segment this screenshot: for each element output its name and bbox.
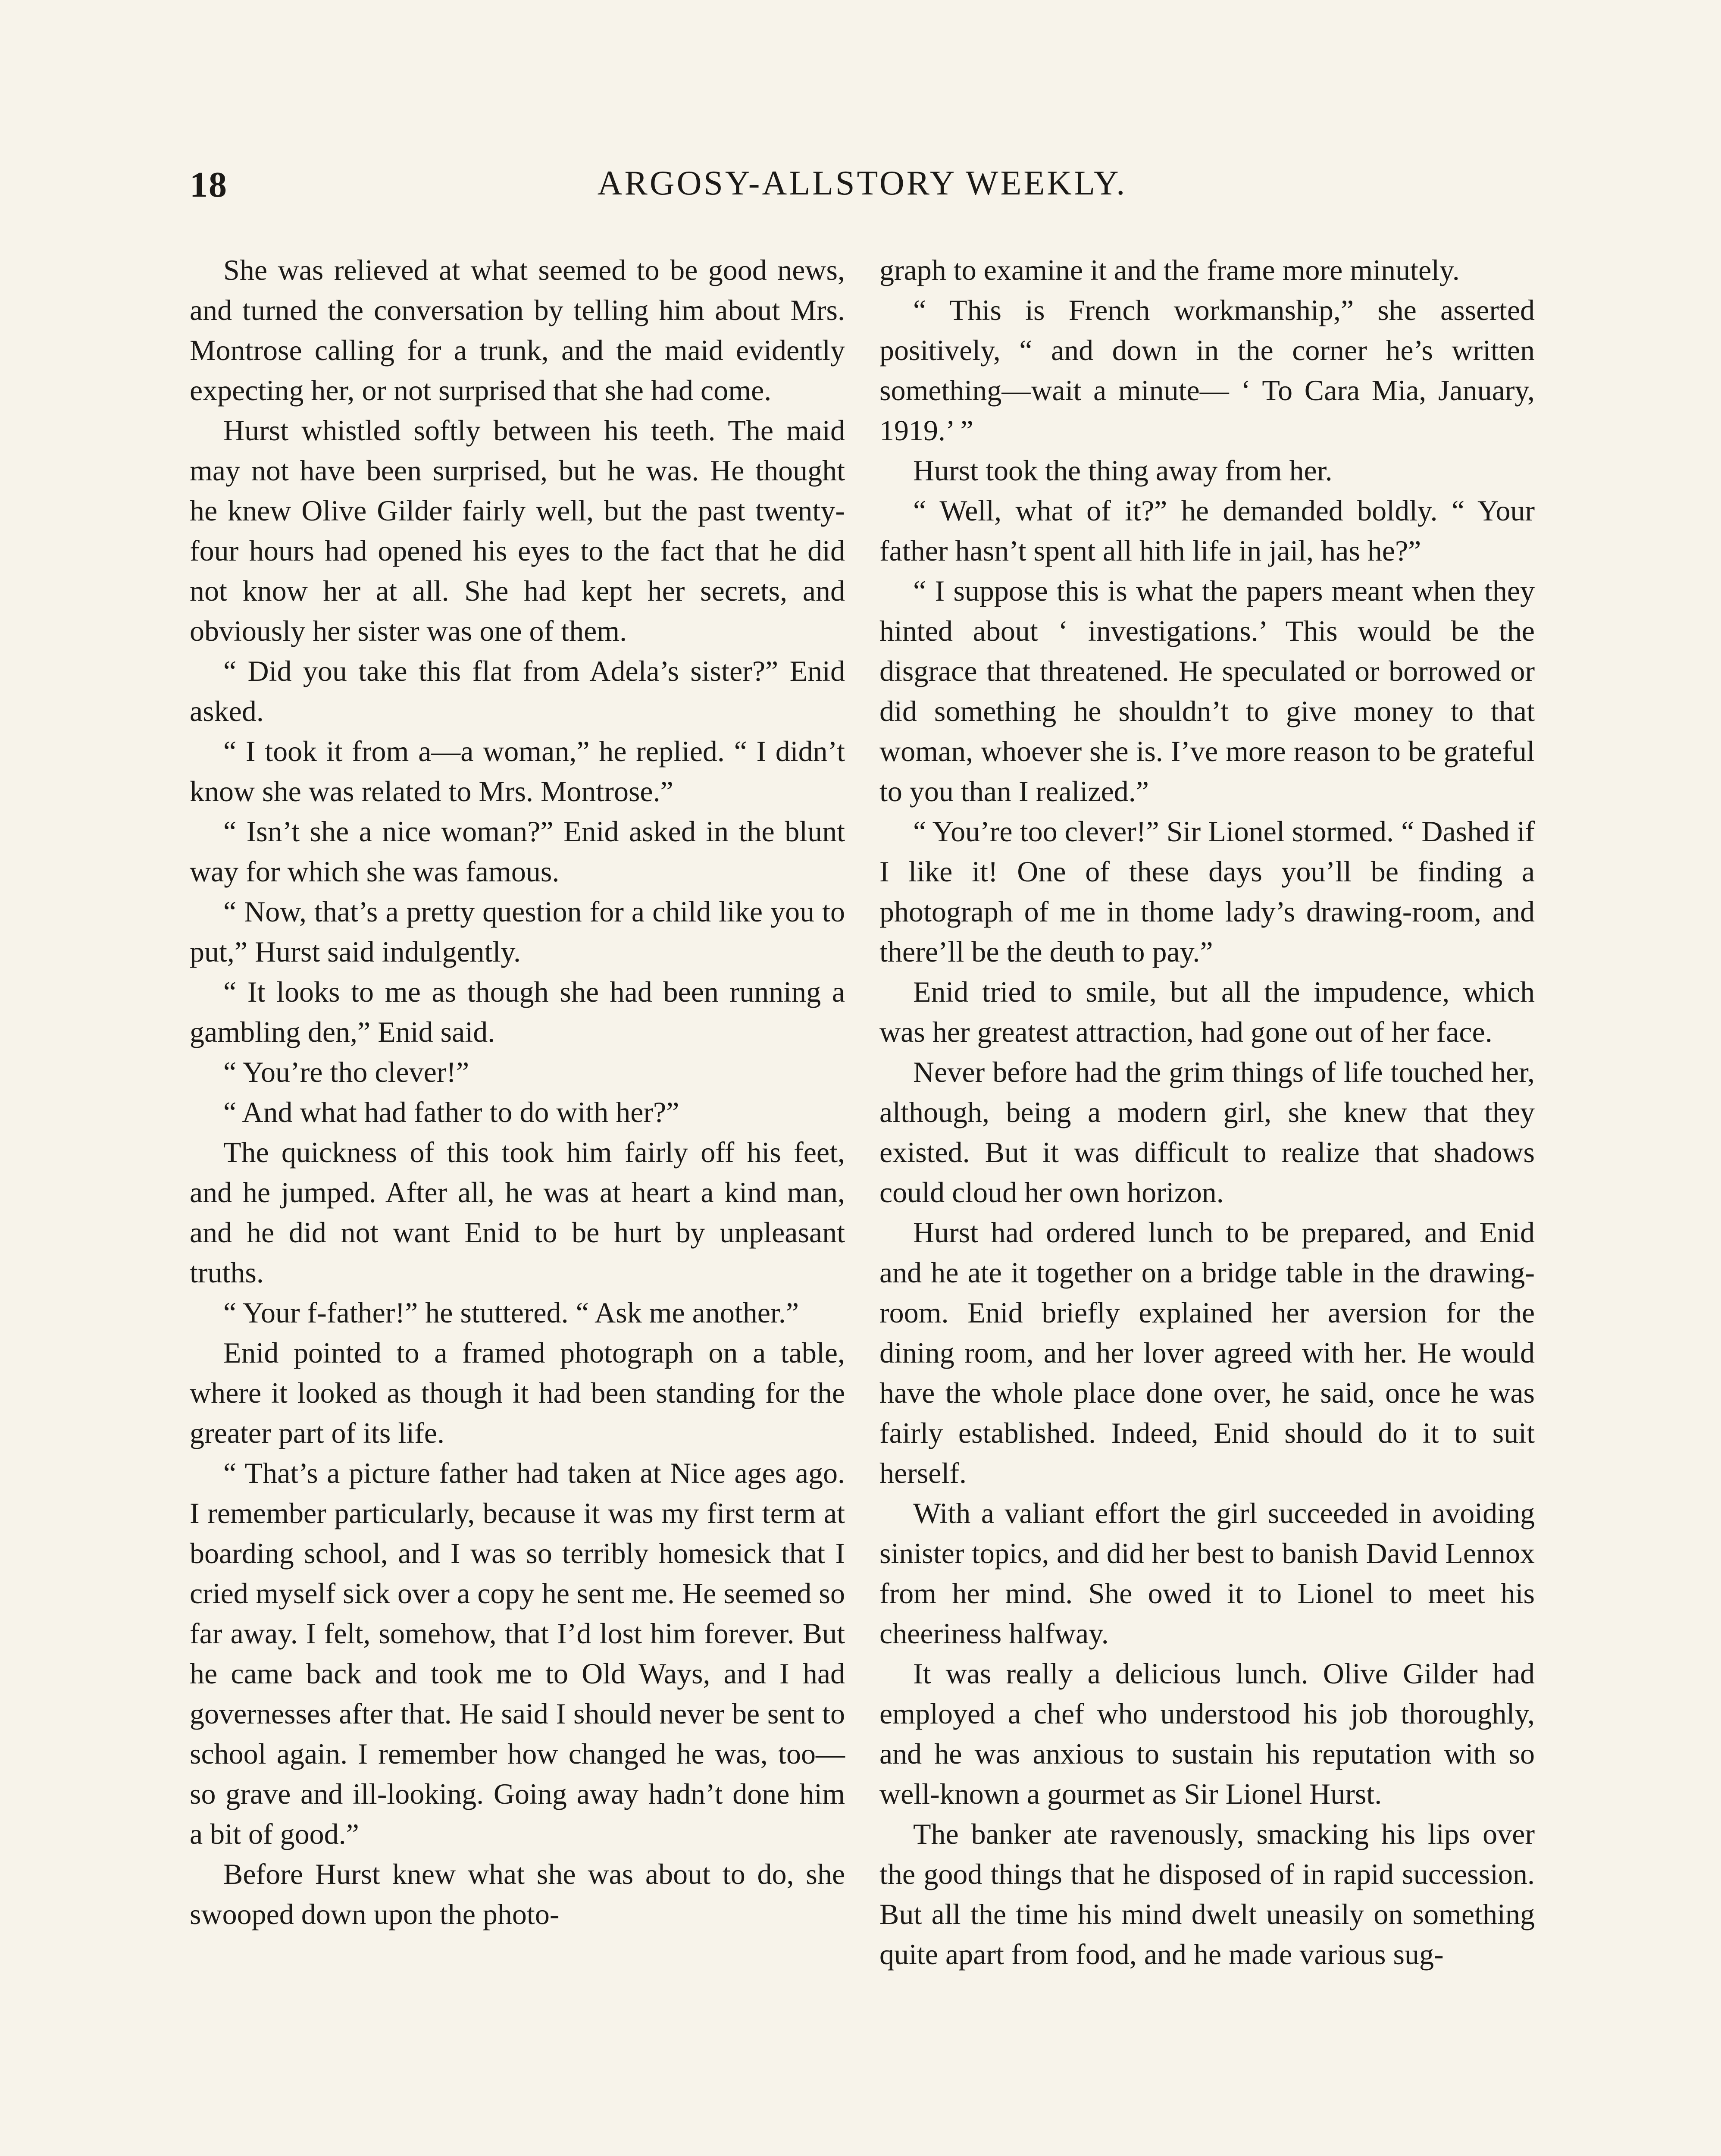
- paragraph: Enid pointed to a framed photograph on a table, where it looked as though it had been standing for the greater part of its life.: [190, 1336, 845, 1449]
- paragraph: “ You’re tho clever!”: [223, 1056, 469, 1088]
- paragraph: Never before had the grim things of life touched her, although, being a modern girl, she knew that they existed. But it was difficult to realize that shadows could cloud her own horizon.: [879, 1056, 1535, 1209]
- paragraph: “ You’re too clever!” Sir Lionel stormed. “ Dashed if I like it! One of these days you’ll be finding a photograph of me in thome lady’s drawing-room, and there’ll be the deuth to pay.”: [879, 815, 1535, 968]
- paragraph: “ Well, what of it?” he demanded boldly. “ Your father hasn’t spent all hith life in jail, has he?”: [879, 494, 1535, 567]
- running-title: ARGOSY-ALLSTORY WEEKLY.: [597, 164, 1127, 202]
- paragraph: The banker ate ravenously, smacking his lips over the good things that he disposed of in rapid succession. But all the time his mind dwelt uneasily on something quite apart from food, and he made various sug-: [879, 1818, 1535, 1971]
- paragraph: “ Now, that’s a pretty question for a child like you to put,” Hurst said indulgently.: [190, 895, 845, 968]
- paragraph: The quickness of this took him fairly off his feet, and he jumped. After all, he was at heart a kind man, and he did not want Enid to be hurt by unpleasant truths.: [190, 1136, 845, 1289]
- page-header: [190, 164, 1535, 229]
- paragraph: Hurst took the thing away from her.: [913, 454, 1333, 487]
- right-column: [879, 250, 1535, 1974]
- paragraph: “ It looks to me as though she had been running a gambling den,” Enid said.: [190, 975, 845, 1048]
- paragraph: She was relieved at what seemed to be good news, and turned the conversation by telling him about Mrs. Montrose calling for a trunk, and the maid evidently expecting her, or not surprised that she had come.: [190, 254, 845, 407]
- paragraph: Enid tried to smile, but all the impudence, which was her greatest attraction, had gone out of her face.: [879, 975, 1535, 1048]
- paragraph: With a valiant effort the girl succeeded in avoiding sinister topics, and did her best to banish David Lennox from her mind. She owed it to Lionel to meet his cheeriness halfway.: [879, 1497, 1535, 1650]
- paragraph-continuation: graph to examine it and the frame more minutely.: [879, 254, 1460, 286]
- paragraph: “ This is French workmanship,” she asserted positively, “ and down in the corner he’s written something—wait a minute— ‘ To Cara Mia, January, 1919.’ ”: [879, 294, 1535, 447]
- paragraph: “ And what had father to do with her?”: [223, 1096, 679, 1128]
- paragraph: “ That’s a picture father had taken at Nice ages ago. I remember particularly, because it was my first term at boarding school, and I was so terribly homesick that I cried myself sick over a copy he sent me. He seemed so far away. I felt, somehow, that I’d lost him forever. But he came back and took me to Old Ways, and I had governesses after that. He said I should never be sent to school again. I remember how changed he was, too—so grave and ill-looking. Going away hadn’t done him a bit of good.”: [190, 1457, 845, 1850]
- paragraph: “ I took it from a—a woman,” he replied. “ I didn’t know she was related to Mrs. Montrose.”: [190, 735, 845, 808]
- paragraph: “ I suppose this is what the papers meant when they hinted about ‘ investigations.’ This would be the disgrace that threatened. He speculated or borrowed or did something he shouldn’t to give money to that woman, whoever she is. I’ve more reason to be grateful to you than I realized.”: [879, 574, 1535, 808]
- paragraph: “ Isn’t she a nice woman?” Enid asked in the blunt way for which she was famous.: [190, 815, 845, 888]
- paragraph: “ Your f-father!” he stuttered. “ Ask me another.”: [223, 1296, 799, 1329]
- paragraph: It was really a delicious lunch. Olive Gilder had employed a chef who understood his job thoroughly, and he was anxious to sustain his reputation with so well-known a gourmet as Sir Lionel Hurst.: [879, 1657, 1535, 1810]
- paragraph: Hurst had ordered lunch to be prepared, and Enid and he ate it together on a bridge table in the drawing-room. Enid briefly explained her aversion for the dining room, and her lover agreed with her. He would have the whole place done over, he said, once he was fairly established. Indeed, Enid should do it to suit herself.: [879, 1216, 1535, 1489]
- paragraph: Hurst whistled softly between his teeth. The maid may not have been surprised, but he was. He thought he knew Olive Gilder fairly well, but the past twenty-four hours had opened his eyes to the fact that he did not know her at all. She had kept her secrets, and obviously her sister was one of them.: [190, 414, 845, 647]
- paragraph: “ Did you take this flat from Adela’s sister?” Enid asked.: [190, 655, 845, 727]
- page-number: 18: [190, 165, 228, 205]
- left-column: [190, 250, 845, 1934]
- paragraph: Before Hurst knew what she was about to do, she swooped down upon the photo-: [190, 1858, 845, 1930]
